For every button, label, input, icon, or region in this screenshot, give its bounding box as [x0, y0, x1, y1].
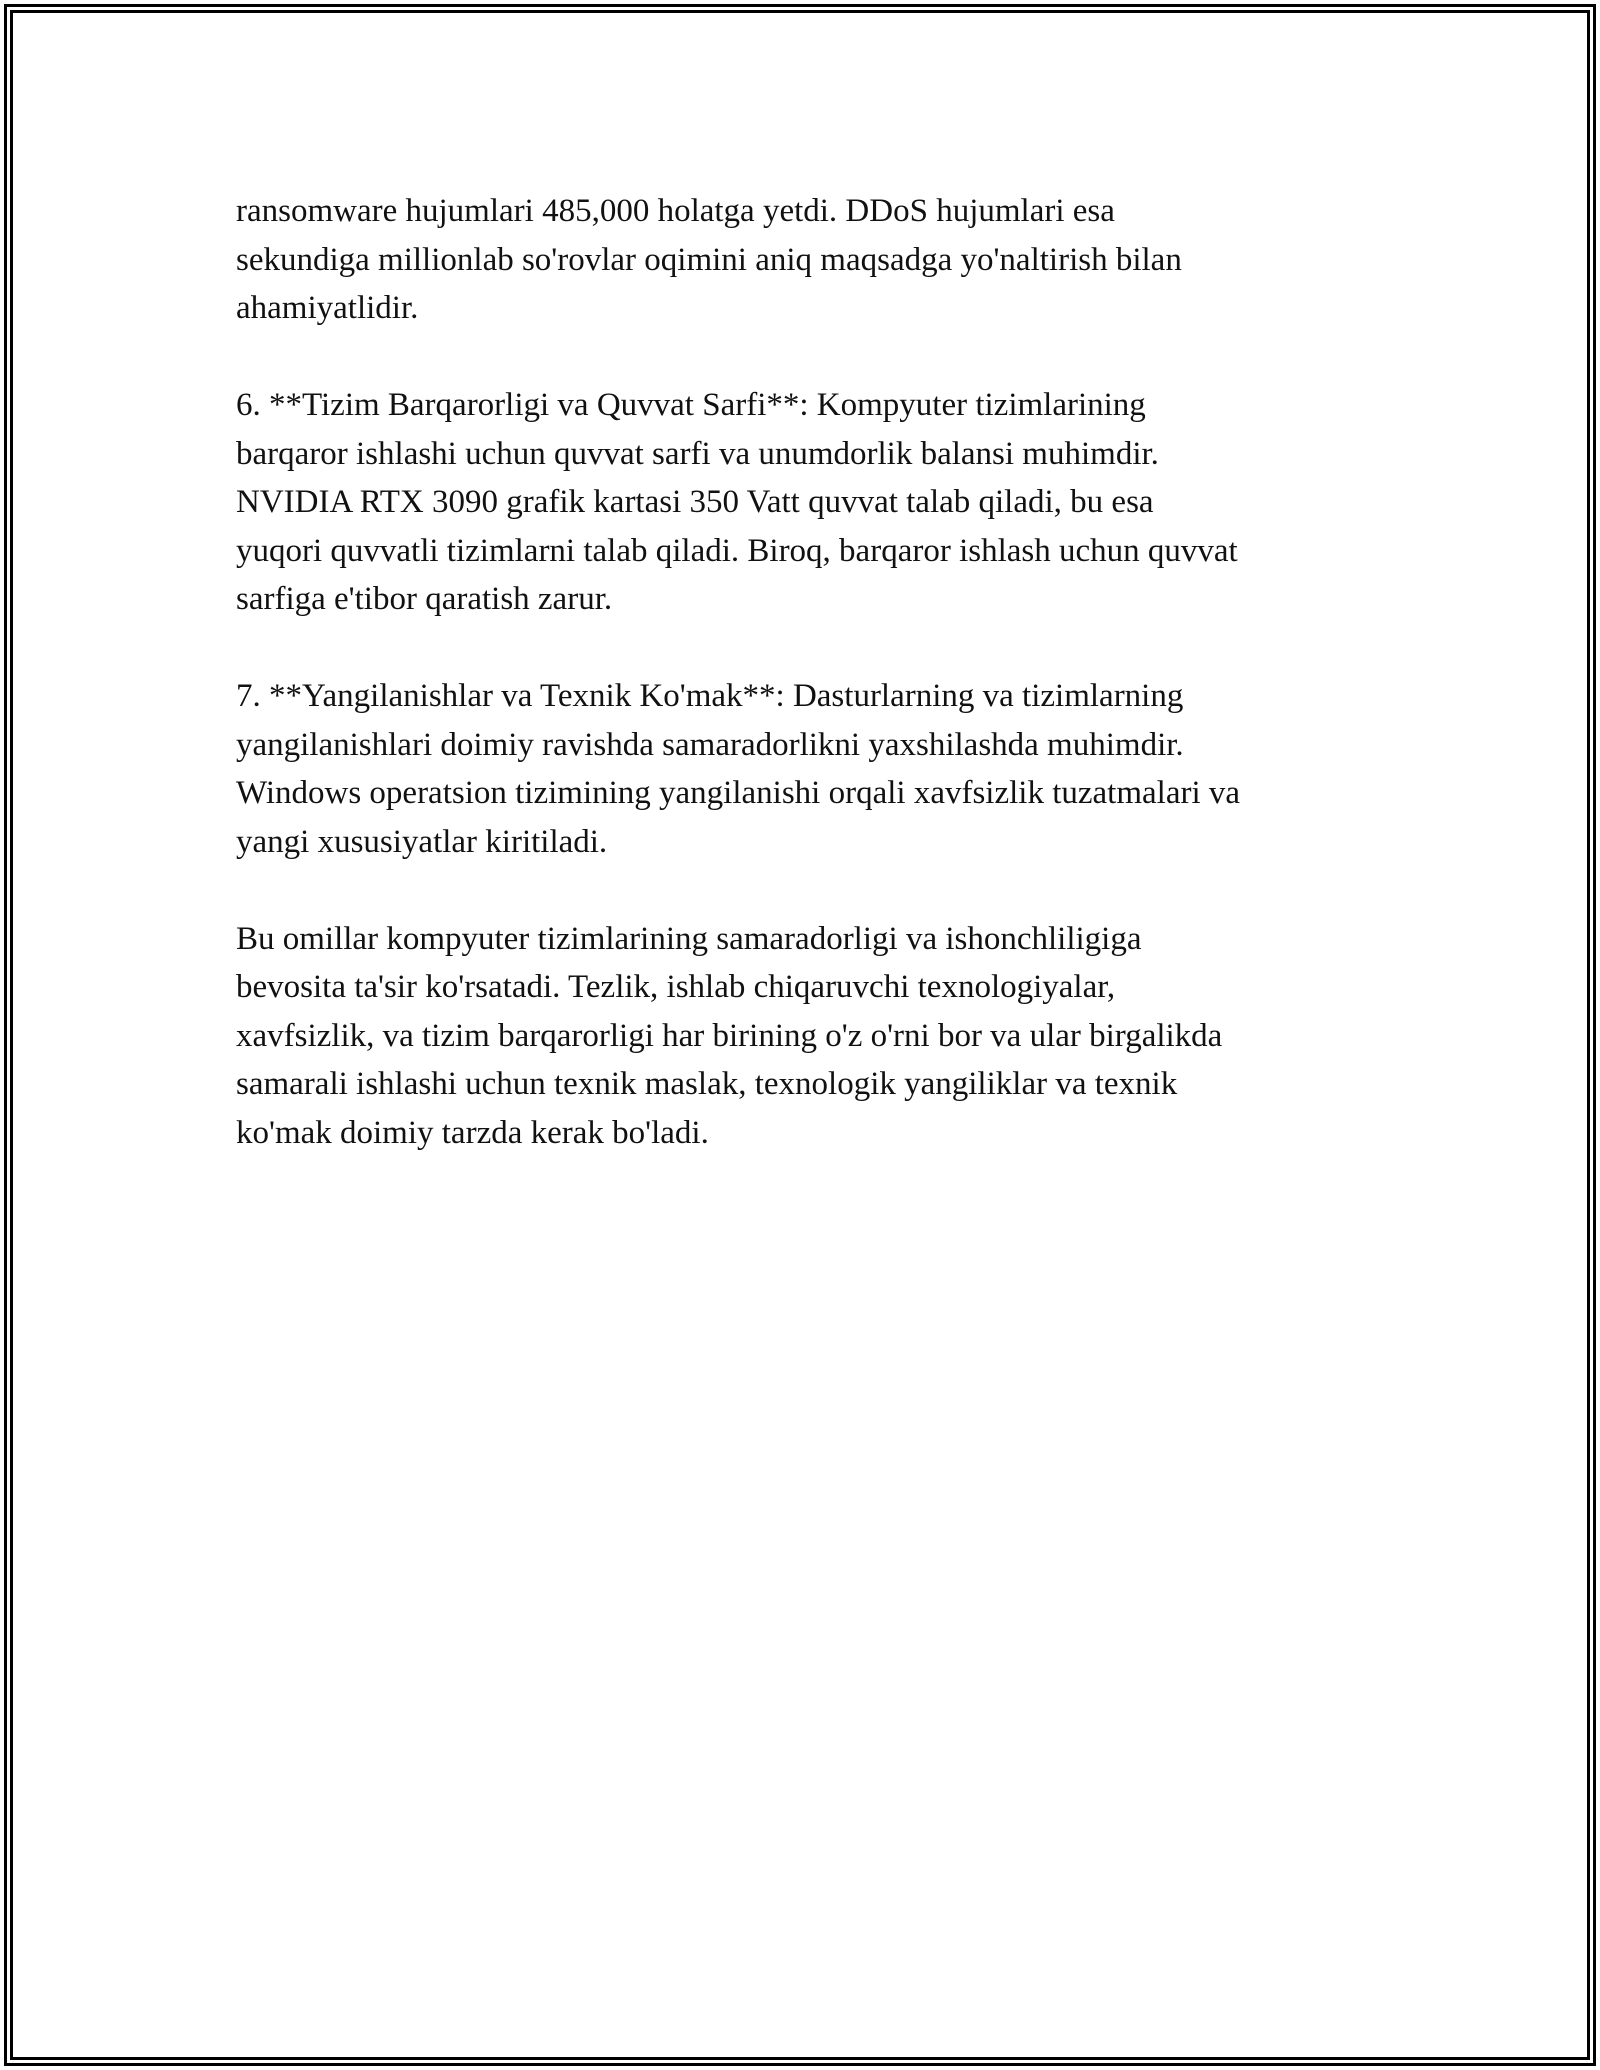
text-line: ko'mak doimiy tarzda kerak bo'ladi. [236, 1114, 709, 1151]
text-line: sarfiga e'tibor qaratish zarur. [236, 581, 613, 617]
text-line: xavfsizlik, va tizim barqarorligi har birining o'z o'rni bor va ular birgalikda [236, 1017, 1223, 1054]
text-line: yuqori quvvatli tizimlarni talab qiladi. Biroq, barqaror ishlash uchun quvvat [236, 532, 1238, 569]
paragraph-ransomware-continuation [236, 187, 1366, 333]
document-body [236, 187, 1366, 1206]
text-line: ransomware hujumlari 485,000 holatga yetdi. DDoS hujumlari esa [236, 193, 1115, 229]
text-line: samarali ishlashi uchun texnik maslak, texnologik yangiliklar va texnik [236, 1066, 1178, 1102]
text-line: sekundiga millionlab so'rovlar oqimini aniq maqsadga yo'naltirish bilan [236, 241, 1182, 278]
text-line: NVIDIA RTX 3090 grafik kartasi 350 Vatt quvvat talab qiladi, bu esa [236, 484, 1154, 520]
text-line: yangilanishlari doimiy ravishda samaradorlikni yaxshilashda muhimdir. [236, 726, 1184, 763]
text-line: 7. **Yangilanishlar va Texnik Ko'mak**: Dasturlarning va tizimlarning [236, 678, 1184, 714]
text-line: Bu omillar kompyuter tizimlarining samaradorligi va ishonchliligiga [236, 920, 1142, 957]
text-line: Windows operatsion tizimining yangilanishi orqali xavfsizlik tuzatmalari va [236, 775, 1241, 811]
text-line: bevosita ta'sir ko'rsatadi. Tezlik, ishlab chiqaruvchi texnologiyalar, [236, 969, 1116, 1005]
text-line: ahamiyatlidir. [236, 290, 419, 326]
paragraph-updates-support [236, 672, 1366, 866]
text-line: yangi xususiyatlar kiritiladi. [236, 823, 608, 860]
paragraph-system-stability [236, 381, 1366, 624]
paragraph-conclusion [236, 915, 1366, 1158]
text-line: barqaror ishlashi uchun quvvat sarfi va unumdorlik balansi muhimdir. [236, 435, 1159, 472]
text-line: 6. **Tizim Barqarorligi va Quvvat Sarfi**: Kompyuter tizimlarining [236, 387, 1146, 423]
